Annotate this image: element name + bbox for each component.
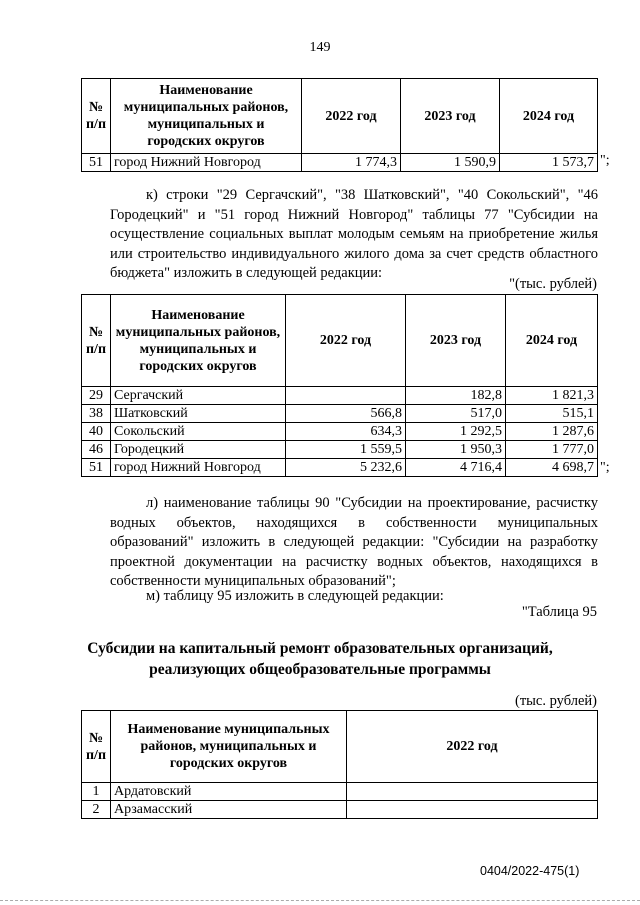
cell-2023: 517,0 bbox=[406, 405, 506, 423]
header-num: № п/п bbox=[82, 711, 111, 783]
cell-name: Арзамасский bbox=[111, 801, 347, 819]
cell-name: Сергачский bbox=[111, 387, 286, 405]
header-name: Наименование муниципальных районов, муниципальных и городских округов bbox=[111, 295, 286, 387]
cell-num: 51 bbox=[82, 154, 111, 172]
unit-label-2: "(тыс. рублей) bbox=[509, 276, 597, 292]
table-row bbox=[82, 154, 598, 172]
table-row bbox=[82, 441, 598, 459]
cell-2023: 1 590,9 bbox=[401, 154, 500, 172]
cell-name: город Нижний Новгород bbox=[111, 154, 302, 172]
cell-2022: 566,8 bbox=[286, 405, 406, 423]
cell-num: 46 bbox=[82, 441, 111, 459]
table-1-end-quote: "; bbox=[600, 153, 610, 168]
cell-num: 2 bbox=[82, 801, 111, 819]
cell-2024: 1 573,7 bbox=[500, 154, 598, 172]
table-header-row bbox=[82, 295, 598, 387]
cell-2022: 634,3 bbox=[286, 423, 406, 441]
header-name: Наименование муниципальных районов, муниципальных и городских округов bbox=[111, 79, 302, 154]
header-2022: 2022 год bbox=[347, 711, 598, 783]
cell-2023: 4 716,4 bbox=[406, 459, 506, 477]
paragraph-k: к) строки "29 Сергачский", "38 Шатковский", "40 Сокольский", "46 Городецкий" и "51 город Нижний Новгород" таблицы 77 "Субсидии на осуществление социальных выплат молодым семьям на приобретение жилья или строительство индивидуального жилого дома за счет средств областного бюджета" изложить в следующей редакции: bbox=[110, 187, 598, 281]
cell-2023: 1 292,5 bbox=[406, 423, 506, 441]
paragraph-m: м) таблицу 95 изложить в следующей редакции: bbox=[146, 588, 444, 604]
cell-2024: 1 287,6 bbox=[506, 423, 598, 441]
cell-2022 bbox=[286, 387, 406, 405]
cell-name: Ардатовский bbox=[111, 783, 347, 801]
cell-2022: 1 774,3 bbox=[302, 154, 401, 172]
cell-name: Сокольский bbox=[111, 423, 286, 441]
table-row bbox=[82, 459, 598, 477]
cell-name: Шатковский bbox=[111, 405, 286, 423]
unit-label-3: (тыс. рублей) bbox=[515, 693, 597, 709]
cell-name: город Нижний Новгород bbox=[111, 459, 286, 477]
cell-2023: 182,8 bbox=[406, 387, 506, 405]
page-number: 149 bbox=[309, 40, 331, 55]
table-row bbox=[82, 405, 598, 423]
table-label: "Таблица 95 bbox=[521, 604, 597, 620]
cell-2024: 1 777,0 bbox=[506, 441, 598, 459]
table-header-row bbox=[82, 711, 598, 783]
table-row bbox=[82, 801, 598, 819]
header-name: Наименование муниципальных районов, муниципальных и городских округов bbox=[111, 711, 347, 783]
scan-edge-line bbox=[0, 900, 640, 902]
table-1 bbox=[81, 78, 598, 172]
table-3 bbox=[81, 710, 598, 819]
table-row bbox=[82, 423, 598, 441]
header-2023: 2023 год bbox=[401, 79, 500, 154]
paragraph-l: л) наименование таблицы 90 "Субсидии на проектирование, расчистку водных объектов, находящихся в собственности муниципальных образований" изложить в следующей редакции: "Субсидии на разработку проектной документации на расчистку водных объектов, находящихся в собственности муниципальных образований"; bbox=[110, 495, 598, 589]
cell-2022 bbox=[347, 783, 598, 801]
header-num: № п/п bbox=[82, 79, 111, 154]
header-2023: 2023 год bbox=[406, 295, 506, 387]
cell-2022: 1 559,5 bbox=[286, 441, 406, 459]
table-2-end-quote: "; bbox=[600, 460, 610, 475]
header-2024: 2024 год bbox=[500, 79, 598, 154]
header-2022: 2022 год bbox=[302, 79, 401, 154]
cell-2024: 4 698,7 bbox=[506, 459, 598, 477]
section-title-line-1: Субсидии на капитальный ремонт образовательных организаций, bbox=[87, 640, 553, 657]
cell-2024: 515,1 bbox=[506, 405, 598, 423]
header-2024: 2024 год bbox=[506, 295, 598, 387]
document-code: 0404/2022-475(1) bbox=[480, 864, 580, 878]
cell-name: Городецкий bbox=[111, 441, 286, 459]
cell-num: 51 bbox=[82, 459, 111, 477]
table-row bbox=[82, 783, 598, 801]
table-2 bbox=[81, 294, 598, 477]
cell-num: 38 bbox=[82, 405, 111, 423]
cell-num: 1 bbox=[82, 783, 111, 801]
cell-2023: 1 950,3 bbox=[406, 441, 506, 459]
cell-num: 40 bbox=[82, 423, 111, 441]
cell-2022 bbox=[347, 801, 598, 819]
section-title-line-2: реализующих общеобразовательные программы bbox=[149, 661, 491, 678]
header-num: № п/п bbox=[82, 295, 111, 387]
cell-2022: 5 232,6 bbox=[286, 459, 406, 477]
header-2022: 2022 год bbox=[286, 295, 406, 387]
table-row bbox=[82, 387, 598, 405]
table-header-row bbox=[82, 79, 598, 154]
cell-2024: 1 821,3 bbox=[506, 387, 598, 405]
cell-num: 29 bbox=[82, 387, 111, 405]
